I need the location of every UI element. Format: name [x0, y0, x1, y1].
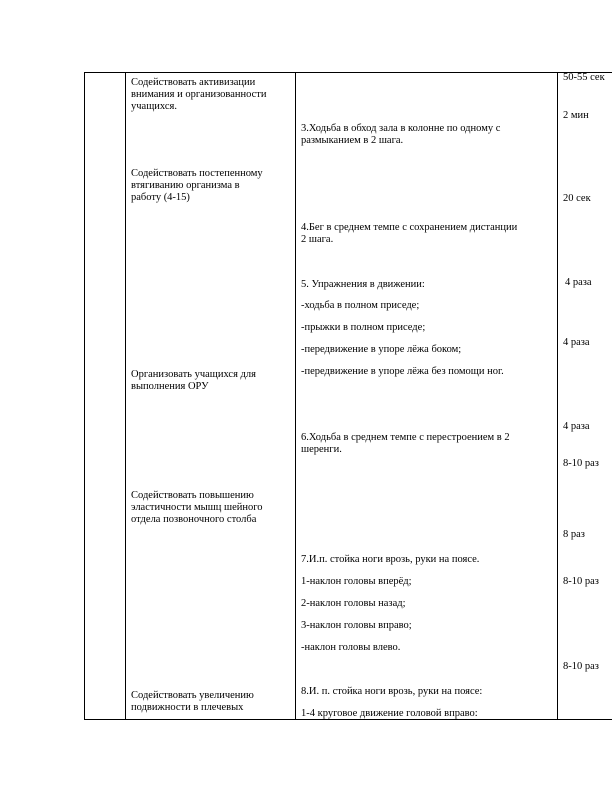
- goal-line: втягиванию организма в: [131, 180, 240, 191]
- goal-line: Содействовать постепенному: [131, 168, 263, 179]
- column-divider-1: [125, 72, 126, 720]
- exercise-line: 5. Упражнения в движении:: [301, 279, 425, 290]
- table-top-border: [84, 72, 612, 73]
- dosage-value: 8 раз: [563, 529, 585, 540]
- goal-line: Содействовать повышению: [131, 490, 254, 501]
- dosage-value: 8-10 раз: [563, 458, 599, 469]
- goal-line: выполнения ОРУ: [131, 381, 209, 392]
- exercise-line: размыканием в 2 шага.: [301, 135, 404, 146]
- exercise-line: 2 шага.: [301, 234, 334, 245]
- goal-line: работу (4-15): [131, 192, 190, 203]
- dosage-value: 20 сек: [563, 193, 591, 204]
- column-divider-2: [295, 72, 296, 720]
- exercise-line: 2-наклон головы назад;: [301, 598, 406, 609]
- exercise-line: -передвижение в упоре лёжа боком;: [301, 344, 462, 355]
- exercise-line: 7.И.п. стойка ноги врозь, руки на поясе.: [301, 554, 480, 565]
- exercise-line: 3.Ходьба в обход зала в колонне по одному с: [301, 123, 501, 134]
- exercise-line: 1-наклон головы вперёд;: [301, 576, 412, 587]
- goal-line: внимания и организованности: [131, 89, 267, 100]
- exercise-line: 8.И. п. стойка ноги врозь, руки на поясе:: [301, 686, 483, 697]
- goal-line: эластичности мышц шейного: [131, 502, 263, 513]
- goal-line: Содействовать увеличению: [131, 690, 254, 701]
- table-left-border: [84, 72, 85, 720]
- dosage-value: 4 раза: [563, 337, 590, 348]
- dosage-value: 4 раза: [563, 421, 590, 432]
- exercise-line: -передвижение в упоре лёжа без помощи ног.: [301, 366, 504, 377]
- exercise-line: -прыжки в полном приседе;: [301, 322, 426, 333]
- dosage-value: 2 мин: [563, 110, 589, 121]
- dosage-value: 50-55 сек: [563, 72, 605, 83]
- goal-line: учащихся.: [131, 101, 177, 112]
- goal-line: Содействовать активизации: [131, 77, 256, 88]
- column-divider-3: [557, 72, 558, 720]
- exercise-line: 6.Ходьба в среднем темпе с перестроением в 2: [301, 432, 510, 443]
- goal-line: отдела позвоночного столба: [131, 514, 257, 525]
- dosage-value: 8-10 раз: [563, 576, 599, 587]
- exercise-line: -наклон головы влево.: [301, 642, 401, 653]
- exercise-line: 1-4 круговое движение головой вправо:: [301, 708, 478, 719]
- dosage-value: 8-10 раз: [563, 661, 599, 672]
- exercise-line: 3-наклон головы вправо;: [301, 620, 412, 631]
- exercise-line: шеренги.: [301, 444, 342, 455]
- dosage-value: 4 раза: [565, 277, 592, 288]
- exercise-line: 4.Бег в среднем темпе с сохранением дистанции: [301, 222, 518, 233]
- exercise-line: -ходьба в полном приседе;: [301, 300, 420, 311]
- goal-line: подвижности в плечевых: [131, 702, 244, 713]
- goal-line: Организовать учащихся для: [131, 369, 256, 380]
